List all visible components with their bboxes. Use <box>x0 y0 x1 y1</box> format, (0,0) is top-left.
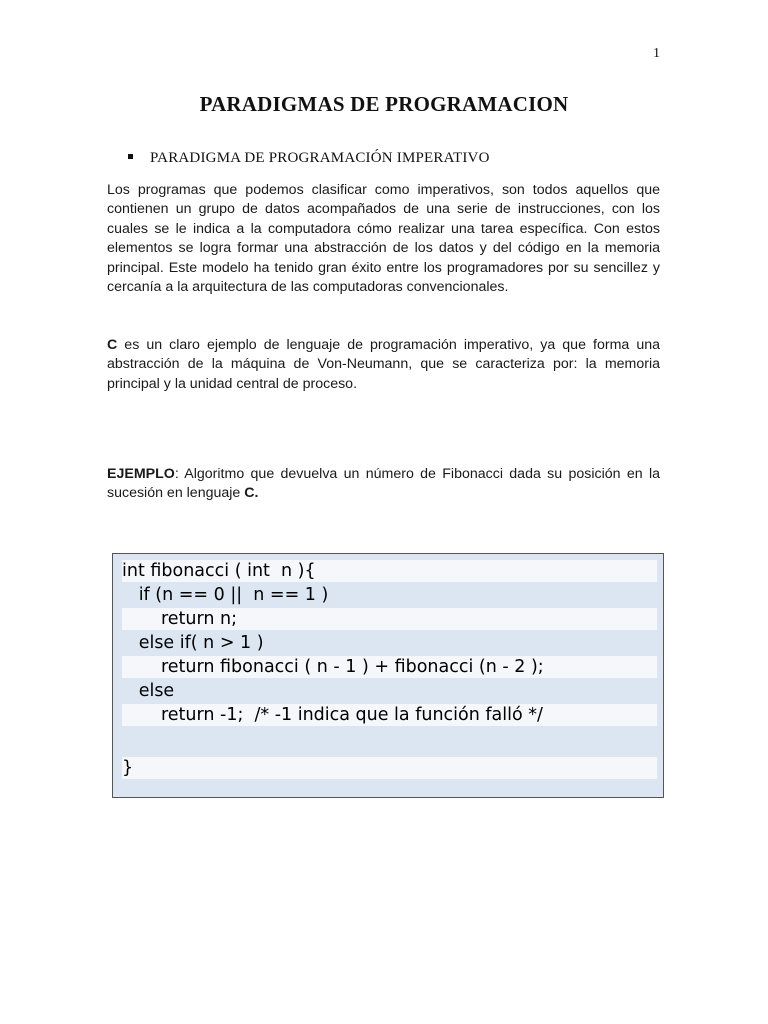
bold-c-language: C. <box>244 485 259 502</box>
bold-c: C <box>107 337 118 353</box>
code-line: return fibonacci ( n - 1 ) + fibonacci (n - 2 ); <box>122 656 657 678</box>
paragraph-ejemplo-text: : Algoritmo que devuelva un número de Fibonacci dada su posición en la sucesión en lenguaje <box>107 466 660 502</box>
bold-ejemplo: EJEMPLO <box>107 466 175 482</box>
code-line <box>122 730 657 752</box>
page-number: 1 <box>653 46 660 61</box>
bullet-icon <box>128 154 133 159</box>
paragraph-imperative-definition: Los programas que podemos clasificar como imperativos, son todos aquellos que contienen un grupo de datos acompañados de una serie de instrucciones, con los cuales se le indica a la computadora cómo realizar una tarea específica. Con estos elementos se logra formar una abstracción de los datos y del código en la memoria principal. Este modelo ha tenido gran éxito entre los programadores por su sencillez y cercanía a la arquitectura de las computadoras convencionales. <box>107 182 660 296</box>
code-block <box>112 553 664 798</box>
code-line: if (n == 0 || n == 1 ) <box>122 585 329 605</box>
code-line: return n; <box>122 608 657 630</box>
paragraph-c-text: es un claro ejemplo de lenguaje de programación imperativo, ya que forma una abstracción de la máquina de Von-Neumann, que se caracteriza por: la memoria principal y la unidad central de proceso. <box>107 337 660 392</box>
code-line: else if( n > 1 ) <box>122 633 264 653</box>
document-title: PARADIGMAS DE PROGRAMACION <box>199 92 569 116</box>
section-heading <box>128 150 660 167</box>
paragraph-c-example <box>107 336 660 394</box>
code-line: int fibonacci ( int n ){ <box>122 560 657 582</box>
code-line: else <box>122 681 175 701</box>
section-heading-text: PARADIGMA DE PROGRAMACIÓN IMPERATIVO <box>150 150 490 166</box>
paragraph-ejemplo <box>107 465 660 504</box>
code-line: } <box>122 757 657 779</box>
code-line: return -1; /* -1 indica que la función falló */ <box>122 704 657 726</box>
